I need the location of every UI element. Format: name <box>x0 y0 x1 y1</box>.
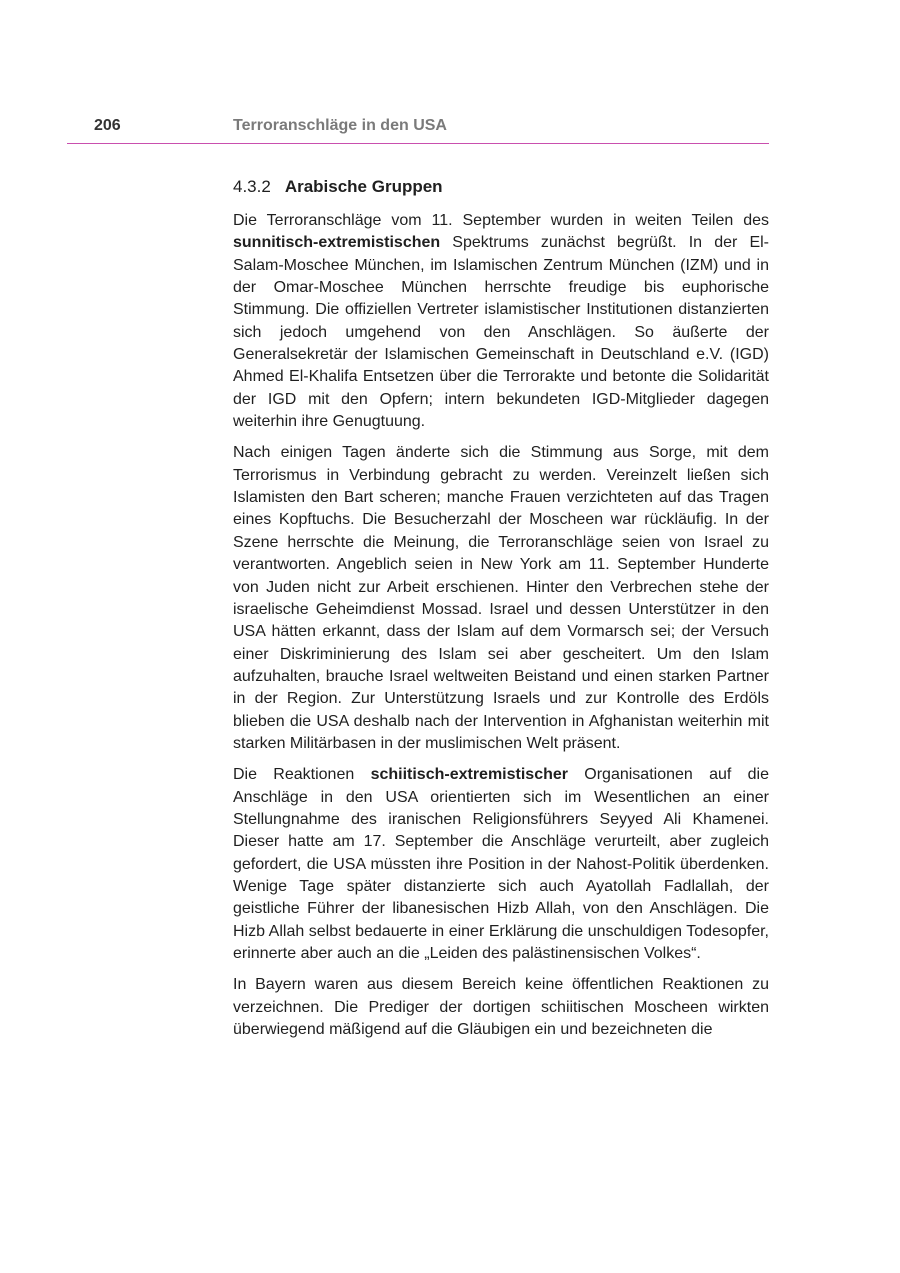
paragraph-shia-reactions <box>233 764 769 965</box>
page-number: 206 <box>94 117 121 134</box>
running-header <box>67 117 769 144</box>
section-number: 4.3.2 <box>233 177 271 196</box>
paragraph-sunni-reactions <box>233 210 769 433</box>
paragraph-text: Organisationen auf die Anschläge in den USA orientierten sich im Wesentlichen an einer Stellungnahme des iranischen Religionsführers Seyyed Ali Khamenei. Dieser hatte am 17. September die Anschläge verurteilt, aber zugleich gefordert, die USA müssten ihre Position in der Nahost-Politik überdenken. Wenige Tage später distanzierte sich auch Ayatollah Fadlallah, der geistliche Führer der libanesischen Hizb Allah, von den Anschlägen. Die Hizb Allah selbst bedauerte in einer Erklärung die unschuldigen Todesopfer, erinnerte aber auch an die „Leiden des palästinensischen Volkes“. <box>233 766 769 962</box>
main-content <box>233 176 769 1050</box>
running-title: Terroranschläge in den USA <box>233 117 447 134</box>
bold-term: schiitisch-extremistischer <box>370 766 568 784</box>
section-heading <box>233 176 769 198</box>
bold-term: sunnitisch-extremistischen <box>233 234 441 252</box>
section-title: Arabische Gruppen <box>284 177 443 196</box>
paragraph-bavaria <box>233 974 769 1041</box>
paragraph-text: Nach einigen Tagen änderte sich die Stimmung aus Sorge, mit dem Terrorismus in Verbindung gebracht zu werden. Vereinzelt ließen sich Islamisten den Bart scheren; manche Frauen verzichteten auf das Tragen eines Kopftuchs. Die Besucherzahl der Moscheen war rückläufig. In der Szene herrschte die Meinung, die Terroranschläge seien von Israel zu verantworten. Angeblich seien in New York am 11. September Hunderte von Juden nicht zur Arbeit erschienen. Hinter den Verbrechen stehe der israelische Geheimdienst Mossad. Israel und dessen Unterstützer in den USA hätten erkannt, dass der Islam auf dem Vormarsch sei; der Versuch einer Diskriminierung des Islam sei aber gescheitert. Um den Islam aufzuhalten, brauche Israel weltweiten Beistand und einen starken Partner in der Region. Zur Unterstützung Israels und zur Kontrolle des Erdöls blieben die USA deshalb nach der Intervention in Afghanistan weiterhin mit starken Militärbasen in der muslimischen Welt präsent. <box>233 444 769 752</box>
paragraph-text: Die Reaktionen <box>233 766 371 784</box>
paragraph-text: In Bayern waren aus diesem Bereich keine öffentlichen Reaktionen zu verzeichnen. Die Prediger der dortigen schiitischen Moscheen wirkten überwiegend mäßigend auf die Gläubigen ein und bezeichneten die <box>233 976 769 1039</box>
paragraph-text: Die Terroranschläge vom 11. September wurden in weiten Teilen des <box>233 212 769 229</box>
paragraph-mood-change <box>233 442 769 755</box>
paragraph-text: Spektrums zunächst begrüßt. In der El-Salam-Moschee München, im Islamischen Zentrum München (IZM) und in der Omar-Moschee München herrschte freudige bis euphorische Stimmung. Die offiziellen Vertreter islamistischer Institutionen distanzierten sich jedoch umgehend von den Anschlägen. So äußerte der Generalsekretär der Islamischen Gemeinschaft in Deutschland e.V. (IGD) Ahmed El-Khalifa Entsetzen über die Terrorakte und betonte die Solidarität der IGD mit den Opfern; intern bekundeten IGD-Mitglieder dagegen weiterhin ihre Genugtuung. <box>233 234 769 431</box>
